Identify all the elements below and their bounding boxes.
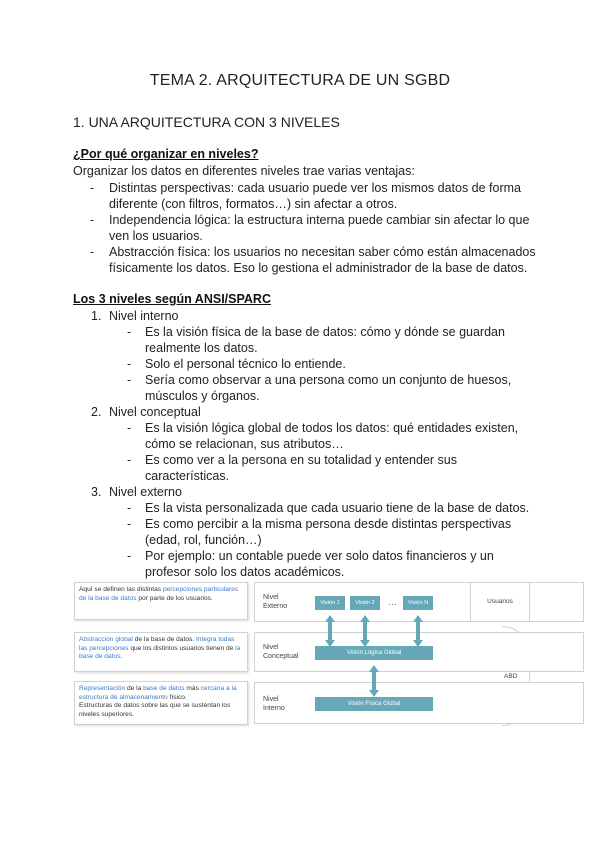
dash-marker: -	[127, 501, 132, 515]
logical-view-bar: Visión Lógica Global	[315, 646, 433, 660]
desc-highlight: Abstracción global	[79, 636, 133, 643]
desc-highlight: percepciones particulares de la base de datos	[79, 586, 239, 602]
list-item	[145, 516, 511, 548]
users-label: Usuarios	[487, 598, 513, 605]
list-item-line: Es la visión física de la base de datos: cómo y dónde se guardan	[145, 325, 505, 339]
list-item-line: profesor solo los datos académicos.	[145, 565, 345, 579]
list-item	[109, 180, 521, 212]
level-number: 2.	[91, 405, 102, 419]
desc-text: por parte de los usuarios.	[136, 594, 213, 602]
desc-text: físico.	[167, 693, 187, 701]
desc-text: Aquí se definen las distintas	[79, 586, 163, 593]
desc-highlight: base de datos	[143, 685, 185, 692]
level-name-conceptual: Nivel conceptual	[109, 405, 201, 419]
list-item	[145, 420, 518, 452]
ansi-heading: Los 3 niveles según ANSI/SPARC	[73, 292, 271, 306]
arrows-layer	[254, 578, 504, 728]
list-item-line: Solo el personal técnico lo entiende.	[145, 357, 346, 371]
level-number: 1.	[91, 309, 102, 323]
list-item-line: Independencia lógica: la estructura interna puede cambiar sin afectar lo que	[109, 213, 530, 227]
list-item	[145, 356, 346, 372]
dash-marker: -	[127, 421, 132, 435]
why-heading: ¿Por qué organizar en niveles?	[73, 147, 259, 161]
view-box: Visión 1	[315, 596, 345, 610]
list-item	[145, 324, 505, 356]
list-item-line: físicamente los datos. Eso lo gestiona el administrador de la base de datos.	[109, 261, 528, 275]
list-item-line: Es como percibir a la misma persona desde distintas perspectivas	[145, 517, 512, 531]
desc-interno-box	[74, 681, 248, 725]
desc-text: más	[184, 685, 201, 692]
desc-highlight: Representación	[79, 685, 126, 692]
dash-marker: -	[127, 373, 132, 387]
why-intro: Organizar los datos en diferentes niveles trae varias ventajas:	[73, 164, 415, 178]
list-item-line: músculos y órganos.	[145, 389, 260, 403]
level-label: Nivel Interno	[263, 696, 285, 712]
list-item	[145, 500, 529, 516]
dash-marker: -	[127, 325, 132, 339]
desc-conceptual-box	[74, 632, 248, 672]
desc-text: .	[120, 653, 123, 661]
dash-marker: -	[127, 517, 132, 531]
list-item-line: Es la vista personalizada que cada usuario tiene de la base de datos.	[145, 501, 530, 515]
desc-externo-box	[74, 582, 248, 620]
dash-marker: -	[127, 453, 132, 467]
physical-view-bar: Visión Física Global	[315, 697, 433, 711]
abd-label: ABD	[504, 673, 518, 680]
view-box: Visión N	[403, 596, 433, 610]
list-item-line: Es la visión lógica global de todos los datos: qué entidades existen,	[145, 421, 519, 435]
list-item-line: Por ejemplo: un contable puede ver solo datos financieros y un	[145, 549, 494, 563]
desc-text: que los distintos usuarios tienen de	[128, 644, 236, 652]
architecture-diagram	[74, 578, 530, 728]
dash-marker: -	[90, 213, 95, 227]
page-title: TEMA 2. ARQUITECTURA DE UN SGBD	[149, 72, 451, 89]
list-item	[145, 372, 511, 404]
desc-text: de la	[125, 685, 144, 692]
desc-highlight: cercana a la estructura de almacenamiento	[79, 685, 237, 701]
desc-text: Estructuras de datos sobre las que se sustentan los niveles superiores.	[79, 702, 231, 718]
list-item	[109, 212, 529, 244]
list-item-line: características.	[145, 469, 230, 483]
ellipsis: …	[388, 597, 397, 607]
list-item-line: cómo se relacionan, sus atributos…	[145, 437, 344, 451]
list-item-line: Distintas perspectivas: cada usuario puede ver los mismos datos de forma	[109, 181, 521, 195]
list-item-line: (edad, rol, función…)	[145, 533, 262, 547]
list-item-line: Abstracción física: los usuarios no necesitan saber cómo están almacenados	[109, 245, 536, 259]
list-item-line: Es como ver a la persona en su totalidad y entender sus	[145, 453, 457, 467]
desc-highlight: la base de datos	[79, 644, 241, 661]
level-number: 3.	[91, 485, 102, 499]
dash-marker: -	[90, 245, 95, 259]
desc-text: de la base de datos.	[132, 636, 196, 643]
list-item-line: diferente (con filtros, formatos…) sin afectar a otros.	[109, 197, 398, 211]
arrow-icon	[325, 615, 423, 697]
view-box: Visión 2	[350, 596, 380, 610]
dash-marker: -	[90, 181, 95, 195]
list-item-line: Sería como observar a una persona como un conjunto de huesos,	[145, 373, 512, 387]
level-name-interno: Nivel interno	[109, 309, 179, 323]
list-item-line: realmente los datos.	[145, 341, 258, 355]
dash-marker: -	[127, 549, 132, 563]
list-item	[109, 244, 536, 276]
list-item-line: ven los usuarios.	[109, 229, 203, 243]
dash-marker: -	[127, 357, 132, 371]
level-name-externo: Nivel externo	[109, 485, 182, 499]
level-label: Nivel Conceptual	[263, 644, 299, 660]
section-heading: 1. UNA ARQUITECTURA CON 3 NIVELES	[73, 114, 340, 130]
level-label: Nivel Externo	[263, 594, 288, 610]
list-item	[145, 452, 457, 484]
desc-highlight: Integra todas las percepciones	[79, 636, 235, 652]
list-item	[145, 548, 494, 580]
